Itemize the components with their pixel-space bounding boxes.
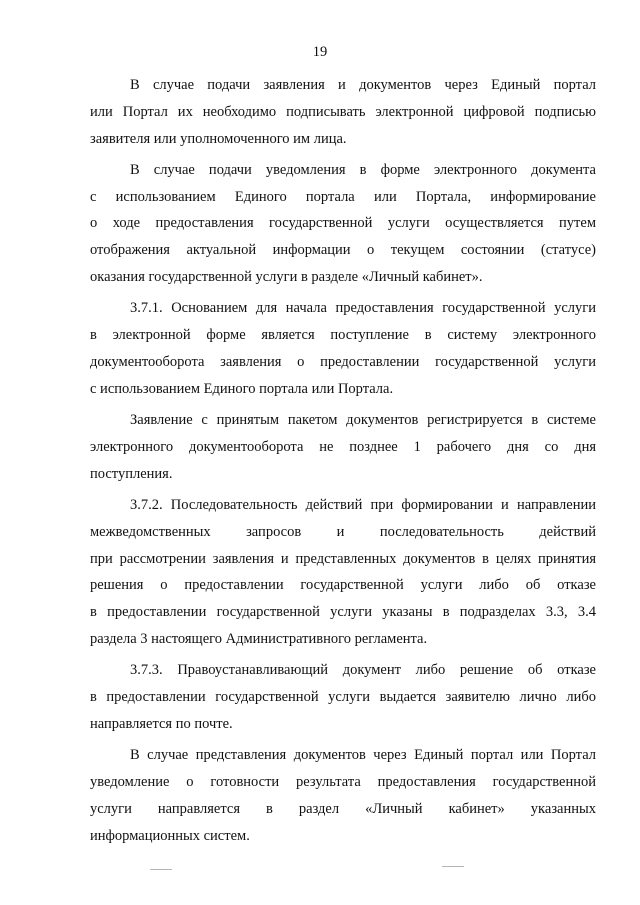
text-line: направляется по почте. — [90, 715, 233, 732]
text-line: электронного документооборота не позднее 1 рабочего дня со дня — [90, 438, 596, 455]
text-line: поступления. — [90, 465, 173, 482]
paragraph-7 — [90, 742, 596, 849]
text-line: 3.7.2. Последовательность действий при формировании и направлении — [130, 496, 596, 513]
paragraph-5 — [90, 492, 596, 653]
text-line: В случае подачи заявления и документов через Единый портал — [130, 77, 596, 93]
text-line: В случае подачи уведомления в форме электронного документа — [130, 161, 596, 178]
text-line: документооборота заявления о предоставлении государственной услуги — [90, 353, 596, 370]
text-line: 3.7.3. Правоустанавливающий документ либо решение об отказе — [130, 662, 596, 679]
paragraph-2 — [90, 157, 596, 291]
text-line: отображения актуальной информации о текущем состоянии (статусе) — [90, 242, 596, 259]
document-body — [90, 72, 596, 854]
text-line: в предоставлении государственной услуги выдается заявителю лично либо — [90, 689, 596, 706]
text-line: оказания государственной услуги в разделе «Личный кабинет». — [90, 269, 483, 286]
text-line: или Портал их необходимо подписывать электронной цифровой подписью — [90, 103, 596, 120]
text-line: услуги направляется в раздел «Личный кабинет» указанных — [90, 800, 596, 817]
text-line: межведомственных запросов и последовательность действий — [90, 523, 596, 540]
text-line: с использованием Единого портала или Портала. — [90, 380, 394, 397]
text-line: раздела 3 настоящего Административного регламента. — [90, 630, 428, 647]
page-number: 19 — [312, 44, 328, 60]
text-line: 3.7.1. Основанием для начала предоставления государственной услуги — [130, 300, 596, 317]
text-line: В случае представления документов через Единый портал или Портал — [130, 747, 596, 764]
paragraph-4 — [90, 407, 596, 487]
text-line: о ходе предоставления государственной услуги осуществляется путем — [90, 215, 596, 232]
scan-mark-right — [442, 866, 464, 867]
text-line: решения о предоставлении государственной услуги либо об отказе — [90, 577, 596, 594]
paragraph-1 — [90, 72, 596, 152]
paragraph-3 — [90, 295, 596, 402]
text-line: с использованием Единого портала или Портала, информирование — [90, 188, 596, 205]
text-line: уведомление о готовности результата предоставления государственной — [90, 773, 596, 790]
text-line: в предоставлении государственной услуги указаны в подразделах 3.3, 3.4 — [90, 604, 596, 621]
scan-mark-left — [150, 869, 172, 870]
text-line: Заявление с принятым пакетом документов регистрируется в системе — [130, 412, 596, 429]
text-line: заявителя или уполномоченного им лица. — [90, 130, 347, 147]
text-line: в электронной форме является поступление в систему электронного — [90, 327, 596, 344]
paragraph-6 — [90, 657, 596, 737]
text-line: информационных систем. — [90, 827, 250, 844]
text-line: при рассмотрении заявления и представленных документов в целях принятия — [90, 550, 596, 567]
